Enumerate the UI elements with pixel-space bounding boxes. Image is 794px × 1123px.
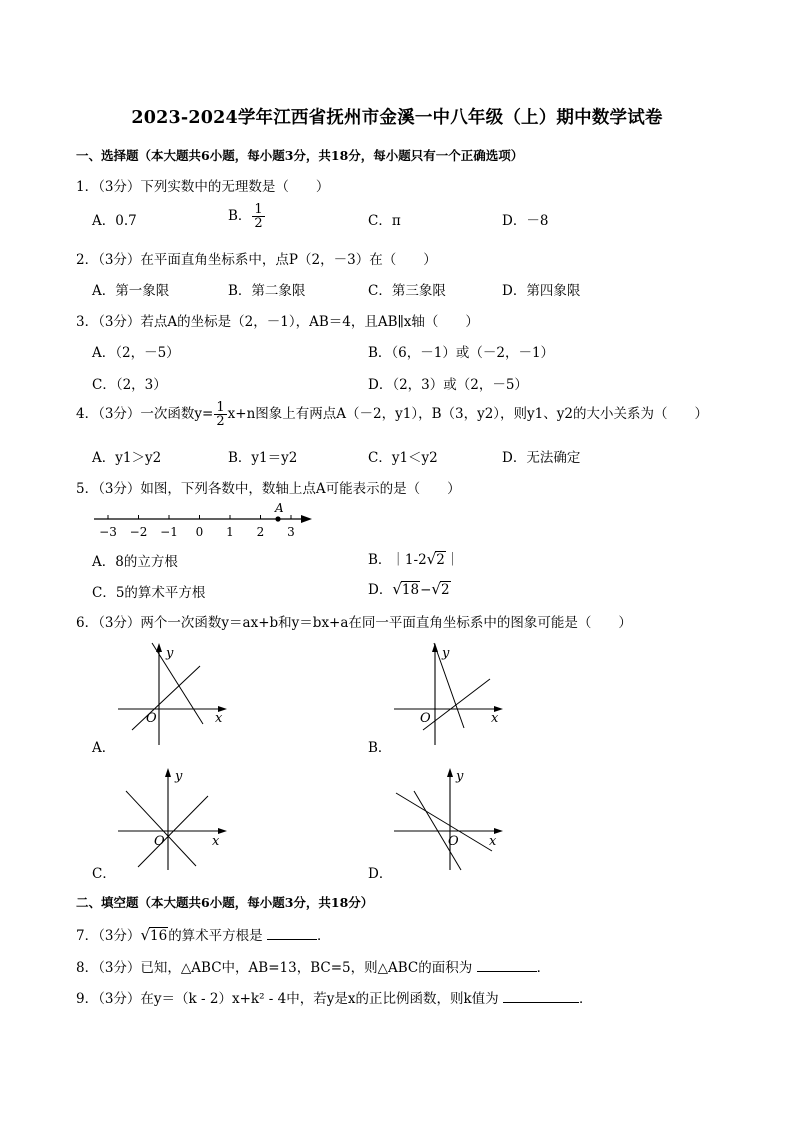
answer-blank[interactable] [267, 927, 317, 940]
q1-option-c: C．π [368, 213, 401, 229]
graph-option-d [388, 765, 513, 873]
q2-option-b: B．第二象限 [228, 283, 306, 299]
q2-option-d: D．第四象限 [502, 283, 581, 299]
q1-option-a: A．0.7 [92, 213, 137, 229]
question-3-stem: 3．（3分）若点A的坐标是（2，－1），AB＝4，且AB∥x轴（ ） [76, 314, 479, 330]
q2-option-a: A．第一象限 [92, 283, 170, 299]
q5-option-b-suffix: ｜ [445, 552, 460, 568]
q9-end: ． [578, 991, 593, 1007]
question-9-stem [76, 987, 592, 1007]
fraction-numerator: 1 [216, 400, 225, 415]
q1-option-d: D．－8 [502, 213, 549, 229]
graph-option-a [112, 640, 237, 748]
question-7-stem [76, 924, 330, 944]
answer-blank[interactable] [477, 959, 537, 972]
q7-text: 的算术平方根是 [168, 928, 263, 944]
q5-option-b [368, 548, 459, 568]
number-line-tick-label: 3 [287, 525, 295, 539]
question-2-stem: 2．（3分）在平面直角坐标系中，点P（2，－3）在（ ） [76, 252, 437, 268]
q3-option-b: B．（6，－1）或（－2，－1） [368, 345, 555, 361]
q2-option-c: C．第三象限 [368, 283, 446, 299]
graph-b-label: B． [368, 740, 392, 756]
graph-option-c [112, 765, 237, 873]
svg-text:x: x [212, 834, 220, 849]
number-line-tick-label: −2 [129, 525, 148, 539]
svg-text:x: x [489, 834, 497, 849]
q3-option-a: A．（2，－5） [92, 345, 180, 361]
radicand: 2 [440, 582, 450, 598]
q5-option-d-prefix: D． [368, 582, 393, 598]
number-line-tick-label: −3 [99, 525, 117, 539]
q3-option-d: D．（2，3）或（2，－5） [368, 377, 528, 393]
answer-blank[interactable] [503, 990, 579, 1003]
point-a-dot [275, 516, 280, 521]
q4-stem-suffix: x+n图象上有两点A（－2，y1），B（3，y2），则y1、y2的大小关系为（ ） [227, 406, 708, 422]
page-title: 2023-2024学年江西省抚州市金溪一中八年级（上）期中数学试卷 [131, 108, 663, 128]
question-6-stem: 6．（3分）两个一次函数y＝ax+b和y＝bx+a在同一平面直角坐标系中的图象可能是（ ） [76, 615, 632, 631]
graph-a-label: A． [92, 740, 116, 756]
radicand: 2 [436, 552, 445, 568]
fraction [214, 401, 226, 428]
section-heading-choice: 一、选择题（本大题共6小题，每小题3分，共18分，每小题只有一个正确选项） [76, 148, 524, 163]
fraction-numerator: 1 [254, 202, 263, 217]
question-5-stem: 5．（3分）如图，下列各数中，数轴上点A可能表示的是（ ） [76, 481, 461, 497]
svg-text:y: y [175, 769, 183, 784]
q8-end: ． [536, 960, 551, 976]
radical: √2 [426, 550, 445, 568]
svg-text:y: y [442, 646, 450, 661]
radicand: 18 [401, 582, 420, 598]
question-4-stem [76, 401, 708, 428]
q4-stem-prefix: 4．（3分）一次函数y= [76, 406, 214, 422]
svg-text:O: O [146, 711, 157, 726]
number-line-tick-label: 1 [226, 525, 234, 539]
section-heading-fill-in: 二、填空题（本大题共6小题，每小题3分，共18分） [76, 895, 374, 910]
question-8-stem [76, 956, 550, 976]
fraction [252, 203, 264, 230]
radicand: 16 [150, 928, 168, 944]
svg-text:O: O [154, 834, 165, 849]
graph-d-label: D． [368, 866, 393, 882]
svg-text:x: x [215, 711, 223, 726]
q1-option-b [228, 203, 266, 230]
fraction-denominator: 2 [216, 414, 225, 429]
svg-text:O: O [448, 834, 459, 849]
q5-option-d-minus: − [420, 582, 432, 598]
q4-option-b: B．y1＝y2 [228, 450, 298, 466]
svg-text:x: x [491, 711, 499, 726]
q5-option-c: C．5的算术平方根 [92, 585, 206, 601]
graph-c-label: C． [92, 866, 116, 882]
radical: √18 [392, 580, 420, 598]
number-line-tick-label: −1 [160, 525, 178, 539]
q8-text: 8．（3分）已知，△ABC中，AB=13，BC=5，则△ABC的面积为 [76, 960, 473, 976]
q9-text: 9．（3分）在y＝（k - 2）x+k² - 4中，若y是x的正比例函数，则k值为 [76, 991, 499, 1007]
svg-text:y: y [456, 769, 464, 784]
q4-option-d: D．无法确定 [502, 450, 581, 466]
q5-option-a: A．8的立方根 [92, 554, 178, 570]
q1-option-b-prefix: B． [228, 208, 252, 224]
svg-text:O: O [420, 711, 431, 726]
q7-prefix: 7．（3分） [76, 928, 141, 944]
number-line-tick-label: 2 [256, 525, 265, 539]
q4-option-a: A．y1＞y2 [92, 450, 162, 466]
q4-option-c: C．y1＜y2 [368, 450, 438, 466]
q5-option-d [368, 578, 451, 598]
point-a-label: A [275, 501, 284, 515]
question-1-stem: 1．（3分）下列实数中的无理数是（ ） [76, 179, 330, 195]
fraction-denominator: 2 [254, 216, 263, 231]
arrow-right-icon [301, 515, 312, 523]
radical: √2 [431, 580, 450, 598]
q3-option-c: C．（2，3） [92, 377, 167, 393]
svg-text:y: y [166, 646, 174, 661]
q5-option-b-prefix: B．｜1-2 [368, 552, 427, 568]
number-line-tick-label: 0 [195, 525, 204, 539]
radical: √16 [140, 926, 168, 944]
number-line-figure [90, 500, 320, 542]
graph-option-b [388, 640, 513, 748]
q7-end: ． [316, 928, 331, 944]
